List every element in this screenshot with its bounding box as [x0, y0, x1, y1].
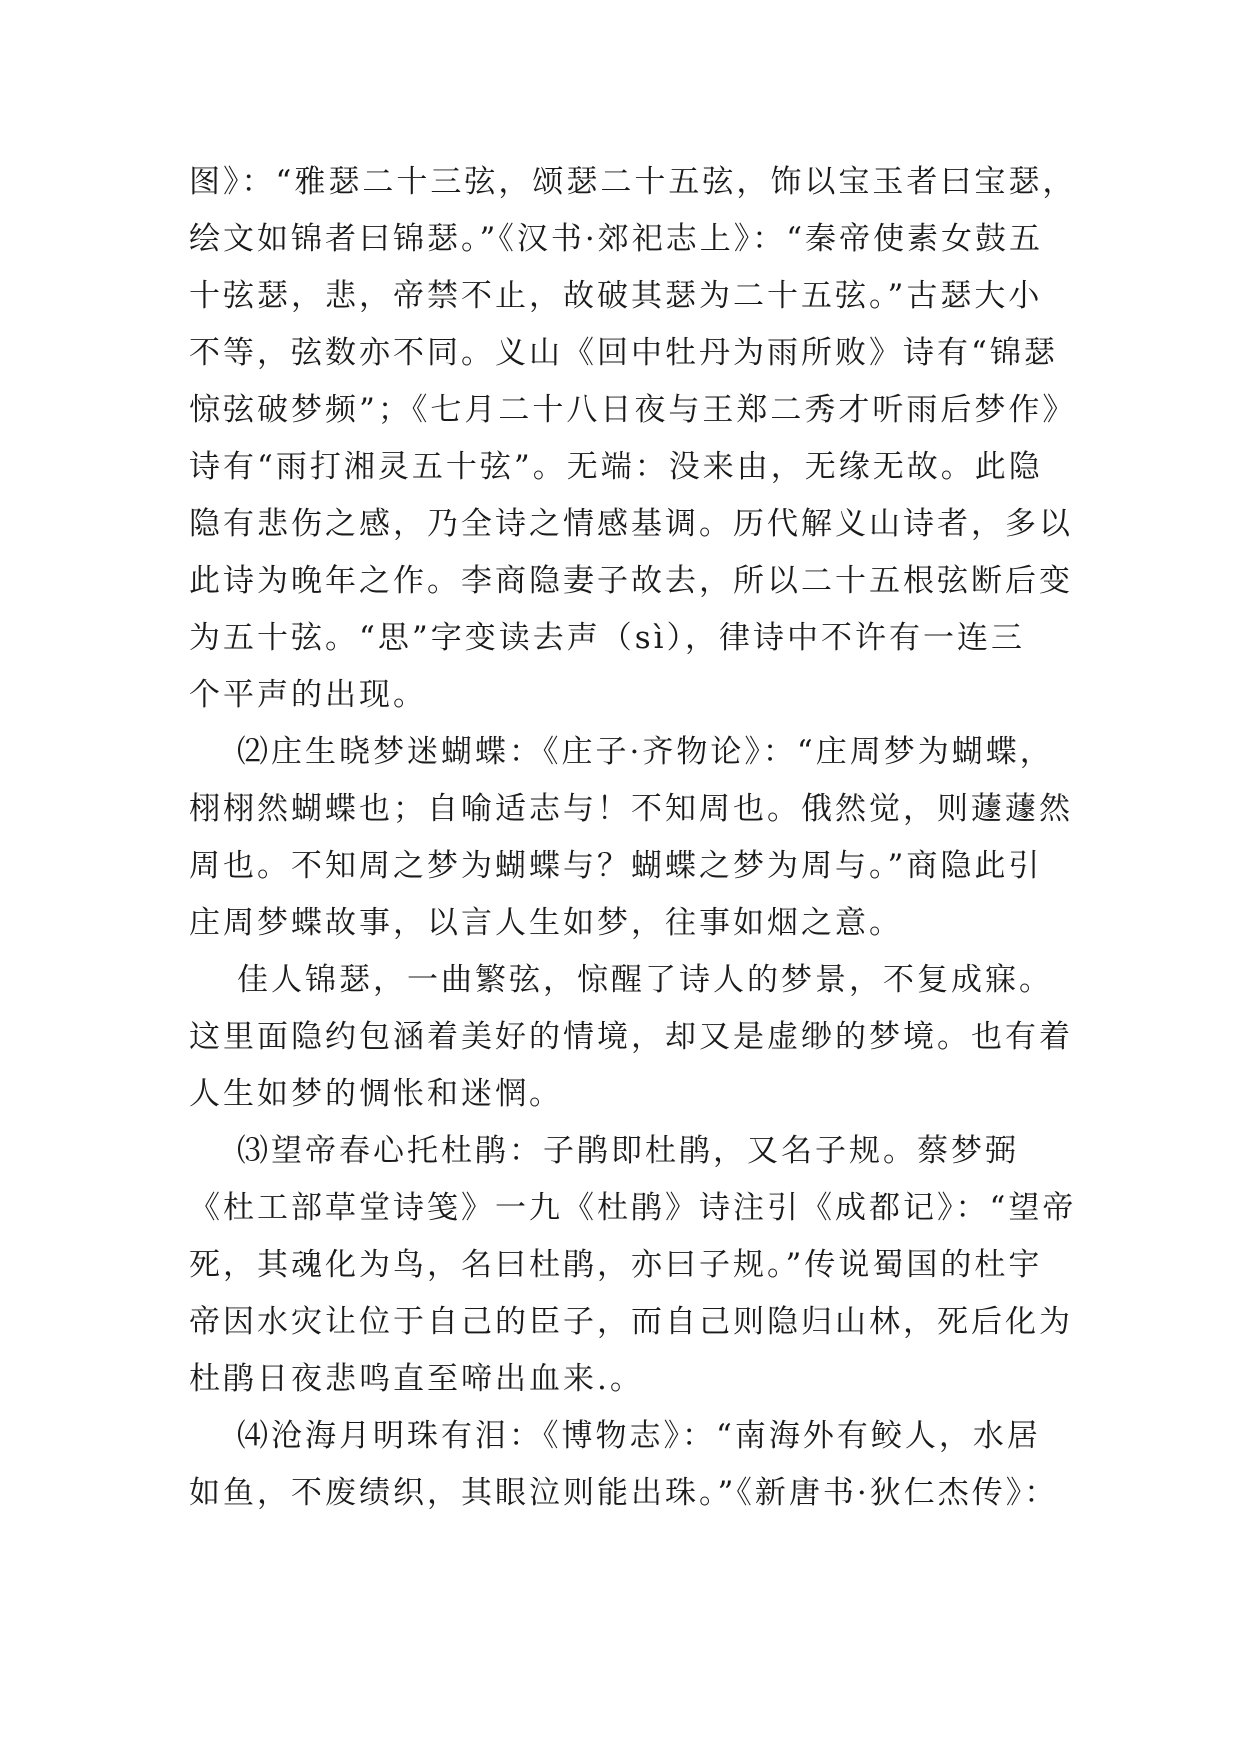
text-line: 死，其魂化为鸟，名曰杜鹃，亦曰子规。”传说蜀国的杜宇: [189, 1247, 1043, 1283]
text-line: 图》：“雅瑟二十三弦，颂瑟二十五弦，饰以宝玉者曰宝瑟，: [189, 164, 1077, 200]
text-line: 隐有悲伤之感，乃全诗之情感基调。历代解义山诗者，多以: [189, 506, 1073, 542]
text-line: 这里面隐约包涵着美好的情境，却又是虚缈的梦境。也有着: [189, 1019, 1073, 1055]
text-line: 绘文如锦者曰锦瑟。”《汉书·郊祀志上》：“秦帝使素女鼓五: [189, 221, 1044, 257]
text-line: 此诗为晚年之作。李商隐妻子故去，所以二十五根弦断后变: [189, 563, 1073, 599]
text-line: 十弦瑟，悲，帝禁不止，故破其瑟为二十五弦。”古瑟大小: [189, 278, 1043, 314]
text-line: 不等，弦数亦不同。义山《回中牡丹为雨所败》诗有“锦瑟: [189, 335, 1058, 371]
note-3-start: ⑶望帝春心托杜鹃：子鹃即杜鹃，又名子规。蔡梦弼: [237, 1133, 1019, 1169]
text-line: 《杜工部草堂诗笺》一九《杜鹃》诗注引《成都记》：“望帝: [189, 1190, 1077, 1226]
commentary-start: 佳人锦瑟，一曲繁弦，惊醒了诗人的梦景，不复成寐。: [237, 962, 1053, 998]
text-line: 惊弦破梦频”；《七月二十八日夜与王郑二秀才听雨后梦作》: [189, 392, 1077, 428]
text-line: 帝因水灾让位于自己的臣子，而自己则隐归山林，死后化为: [189, 1304, 1073, 1340]
text-line: 如鱼，不废绩织，其眼泣则能出珠。”《新唐书·狄仁杰传》：: [189, 1475, 1059, 1511]
text-line: 栩栩然蝴蝶也；自喻适志与！不知周也。俄然觉，则蘧蘧然: [189, 791, 1073, 827]
document-body: [189, 154, 1077, 1522]
note-4-start: ⑷沧海月明珠有泪：《博物志》：“南海外有鲛人，水居: [237, 1418, 1041, 1454]
text-line: 杜鹃日夜悲鸣直至啼出血来.。: [189, 1361, 644, 1397]
text-line: 诗有“雨打湘灵五十弦”。无端：没来由，无缘无故。此隐: [189, 449, 1043, 485]
text-line: 为五十弦。“思”字变读去声（sì），律诗中不许有一连三: [189, 620, 1026, 656]
text-line: 个平声的出现。: [189, 677, 427, 713]
text-line: 周也。不知周之梦为蝴蝶与？蝴蝶之梦为周与。”商隐此引: [189, 848, 1043, 884]
note-2-start: ⑵庄生晓梦迷蝴蝶：《庄子·齐物论》：“庄周梦为蝴蝶，: [237, 734, 1054, 770]
text-line: 庄周梦蝶故事，以言人生如梦，往事如烟之意。: [189, 905, 903, 941]
text-line: 人生如梦的惆怅和迷惘。: [189, 1076, 563, 1112]
